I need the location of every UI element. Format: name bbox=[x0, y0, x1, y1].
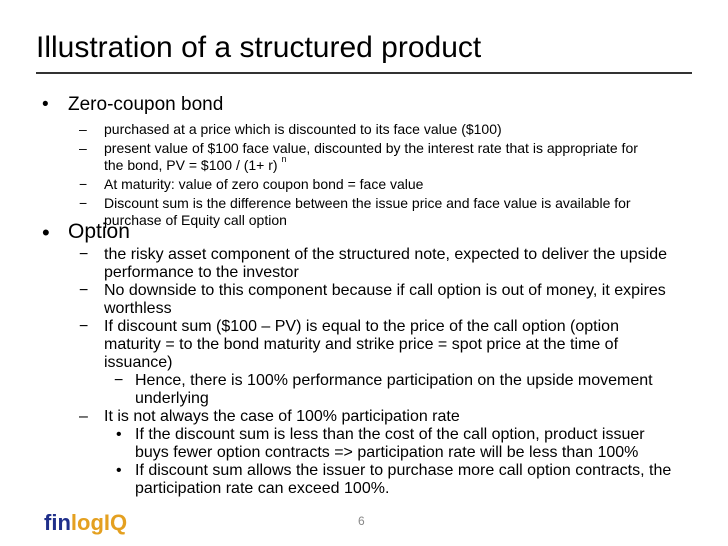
option-item-3-line-1: If discount sum ($100 – PV) is equal to the price of the call option (option bbox=[104, 318, 619, 335]
option-item-4-sub-2-line-2: participation rate can exceed 100%. bbox=[135, 480, 390, 497]
bullet-zero-coupon-bond: Zero-coupon bond bbox=[68, 94, 224, 115]
zcb-item-2-text: the bond, PV = $100 / (1+ r) bbox=[104, 157, 278, 173]
option-item-1-line-1: the risky asset component of the structured note, expected to deliver the upside bbox=[104, 246, 667, 263]
sub-sub-marker: • bbox=[116, 426, 122, 443]
option-item-4: It is not always the case of 100% participation rate bbox=[104, 408, 460, 425]
option-item-2-line-1: No downside to this component because if call option is out of money, it expires bbox=[104, 282, 666, 299]
zcb-item-2-line-1: present value of $100 face value, discounted by the interest rate that is appropriate for bbox=[104, 140, 638, 156]
sub-marker: − bbox=[79, 282, 89, 299]
zcb-item-3: At maturity: value of zero coupon bond = face value bbox=[104, 176, 424, 192]
logo-part-fin: fin bbox=[44, 510, 71, 535]
option-item-3-sub-line-1: Hence, there is 100% performance participation on the upside movement bbox=[135, 372, 653, 389]
bullet-option: Option bbox=[68, 220, 130, 243]
sub-marker: − bbox=[79, 246, 89, 263]
option-item-3-sub-line-2: underlying bbox=[135, 390, 209, 407]
title-underline bbox=[36, 72, 692, 74]
option-item-3-line-3: issuance) bbox=[104, 354, 173, 371]
zcb-item-4-line-2: purchase of Equity call option bbox=[104, 212, 287, 228]
option-item-1-line-2: performance to the investor bbox=[104, 264, 299, 281]
option-item-3-line-2: maturity = to the bond maturity and strike price = spot price at the time of bbox=[104, 336, 619, 353]
sub-marker: − bbox=[79, 176, 88, 192]
sub-marker: – bbox=[79, 121, 87, 137]
option-item-2-line-2: worthless bbox=[104, 300, 172, 317]
bullet-marker: • bbox=[42, 220, 50, 245]
sub-marker: – bbox=[79, 140, 87, 156]
finlogiq-logo bbox=[44, 510, 127, 536]
option-item-4-sub-2-line-1: If discount sum allows the issuer to purchase more call option contracts, the bbox=[135, 462, 672, 479]
logo-part-logiq: logIQ bbox=[70, 510, 128, 535]
zcb-item-1: purchased at a price which is discounted to its face value ($100) bbox=[104, 121, 502, 137]
slide-title: Illustration of a structured product bbox=[36, 31, 482, 64]
bullet-marker: • bbox=[42, 94, 49, 115]
option-item-4-sub-1-line-1: If the discount sum is less than the cost of the call option, product issuer bbox=[135, 426, 645, 443]
sub-marker: – bbox=[79, 408, 88, 425]
sub-sub-marker: − bbox=[114, 372, 124, 389]
sub-marker: − bbox=[79, 318, 89, 335]
sub-marker: − bbox=[79, 195, 88, 211]
zcb-item-4-line-1: Discount sum is the difference between the issue price and face value is available for bbox=[104, 195, 631, 211]
zcb-item-2-line-2 bbox=[104, 154, 287, 174]
option-item-4-sub-1-line-2: buys fewer option contracts => participation rate will be less than 100% bbox=[135, 444, 639, 461]
page-number: 6 bbox=[358, 514, 365, 528]
sub-sub-marker: • bbox=[116, 462, 122, 479]
exponent-n: n bbox=[281, 154, 287, 165]
